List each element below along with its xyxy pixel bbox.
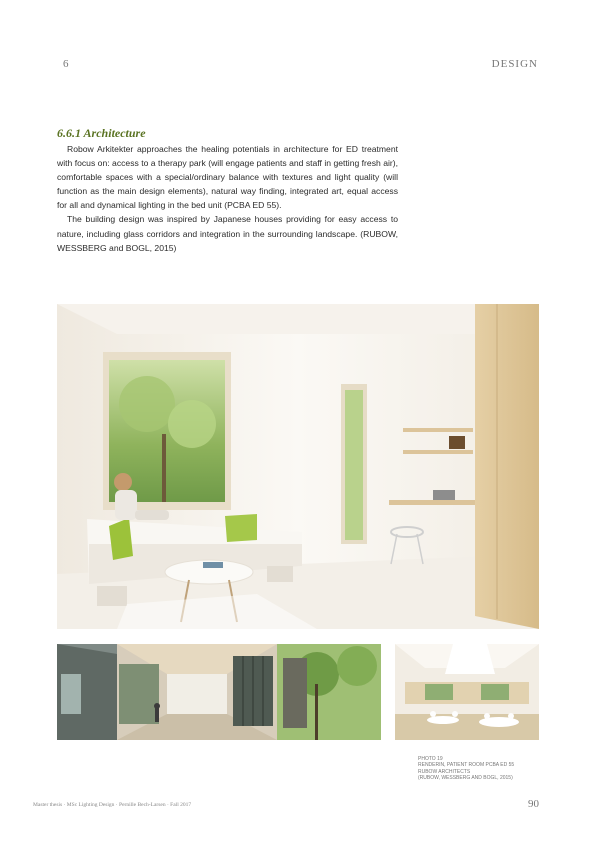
- caption-line: RENDERIN, PATIENT ROOM PCBA ED 55: [418, 762, 515, 769]
- paragraph: The building design was inspired by Japanese houses providing for easy access to nature, including glass corridors and integration in the surrounding landscape. (RUBOW, WESSBERG and BOGL, 2015): [57, 214, 398, 253]
- dining-room-photo: [395, 644, 539, 740]
- paragraph: Robow Arkitekter approaches the healing potentials in architecture for ED treatment with focus on: access to a therapy park (will engage patients and staff in getting fresh air), comfortable spaces with a special/ordinary balance with textures and light quality (will function as the main design elements), natural way finding, integrated art, equal access for all and dynamical lighting in the bed unit (PCBA ED 55).: [57, 144, 398, 211]
- body-text: [57, 142, 398, 255]
- footer-text: Master thesis · MSc Lighting Design · Pernille Bech-Larsen · Fall 2017: [33, 802, 192, 808]
- section-heading: 6.6.1 Architecture: [57, 126, 146, 140]
- caption-line: PHOTO 19: [418, 756, 443, 762]
- patient-room-photo: [57, 304, 539, 629]
- page-number: 90: [528, 798, 539, 810]
- caption-line: RUBOW ARCHITECTS: [418, 768, 471, 775]
- corridor-renders-photo: [57, 644, 381, 740]
- photo-caption: [418, 756, 543, 782]
- caption-line: (RUBOW, WESSBERG AND BOGL, 2015): [418, 775, 513, 782]
- chapter-title: DESIGN: [491, 58, 538, 70]
- chapter-number: 6: [63, 58, 69, 70]
